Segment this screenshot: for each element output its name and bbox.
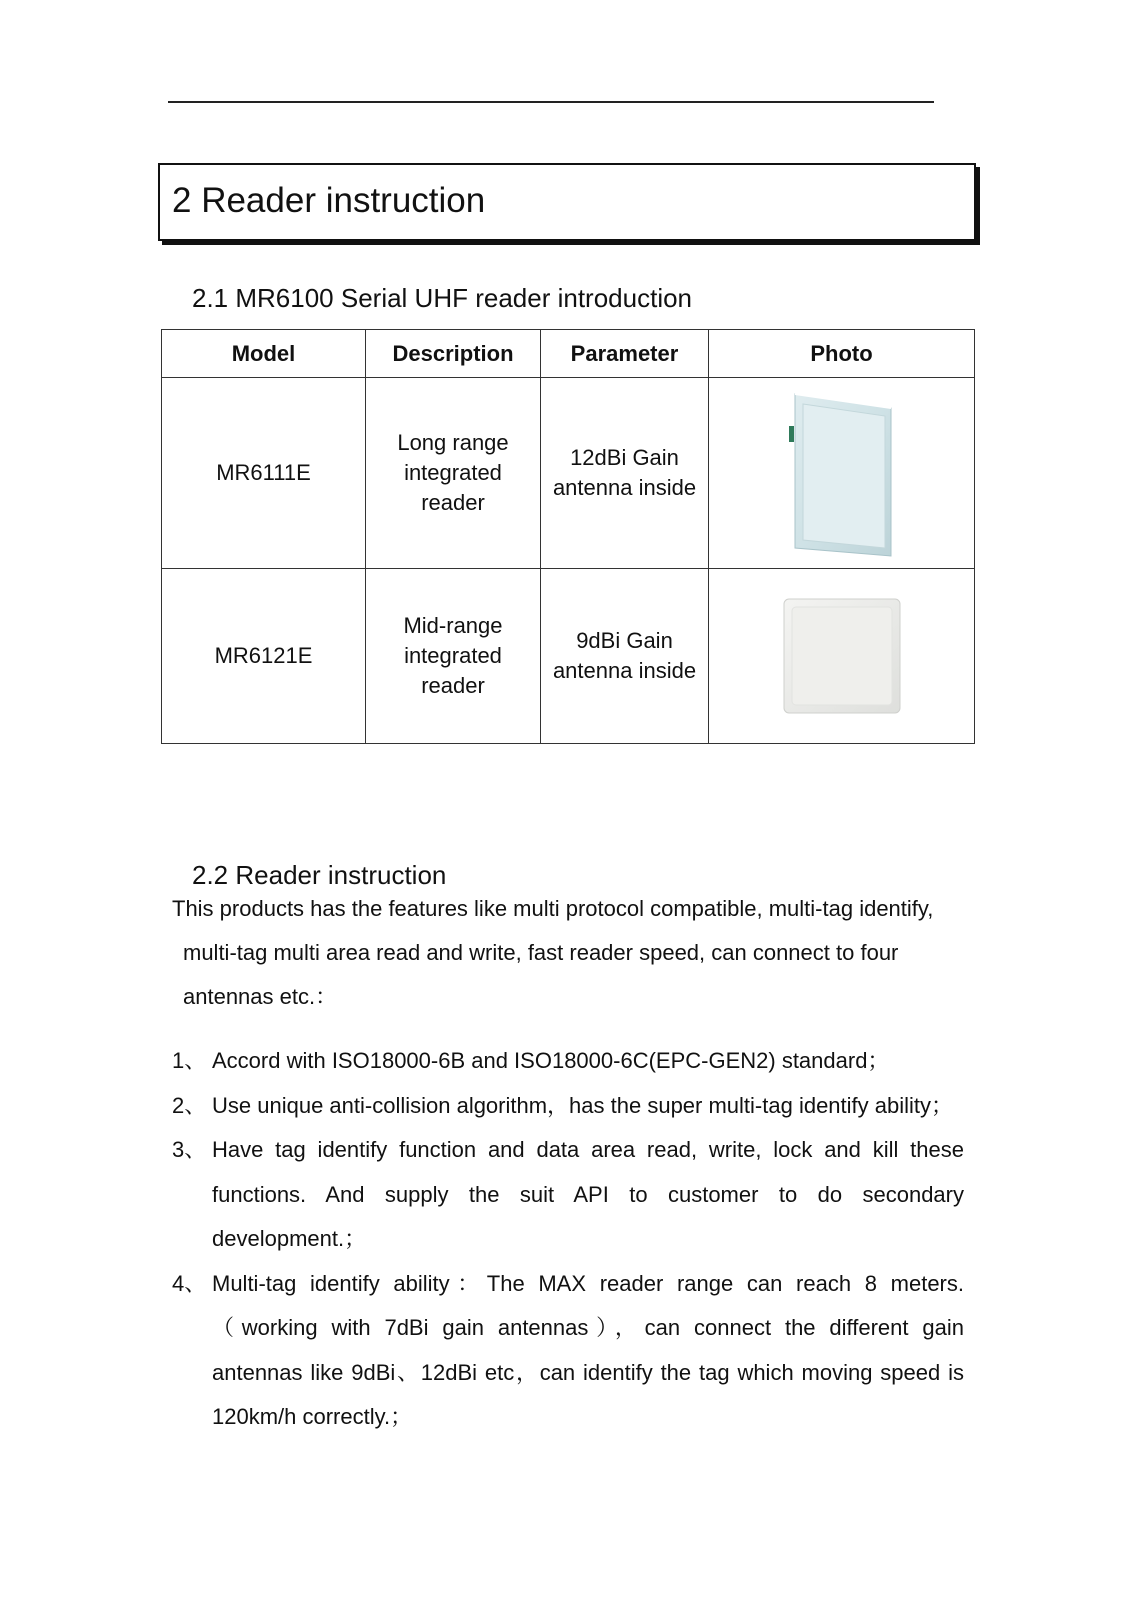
list-text: Use unique anti-collision algorithm，has the super multi-tag identify ability； [212, 1092, 954, 1118]
mr6111e-reader-photo [787, 388, 897, 558]
section-heading-2-1: 2.1 MR6100 Serial UHF reader introduction [192, 283, 693, 313]
description-cell: Mid-range integrated reader [366, 569, 541, 744]
table-header-row [162, 330, 975, 378]
table-row [162, 569, 975, 744]
mr6121e-reader-photo [782, 597, 902, 715]
list-number: 4、 [172, 1270, 207, 1296]
parameter-cell: 9dBi Gain antenna inside [541, 569, 709, 744]
list-item [172, 1128, 964, 1262]
photo-cell [709, 378, 975, 569]
model-cell: MR6121E [162, 569, 366, 744]
list-item [172, 1084, 964, 1129]
header-rule [168, 101, 934, 103]
list-number: 3、 [172, 1137, 207, 1162]
parameter-cell: 12dBi Gain antenna inside [541, 378, 709, 569]
description-cell: Long range integrated reader [366, 378, 541, 569]
column-header-model: Model [162, 330, 366, 378]
column-header-photo: Photo [709, 330, 975, 378]
intro-paragraph [172, 887, 964, 1019]
column-header-description: Description [366, 330, 541, 378]
list-item [172, 1262, 964, 1440]
chapter-title-box [158, 163, 976, 241]
list-item [172, 1039, 964, 1084]
reader-model-table [161, 329, 975, 744]
list-text: Accord with ISO18000-6B and ISO18000-6C(EPC-GEN2) standard； [212, 1048, 890, 1073]
list-number: 2、 [172, 1092, 207, 1118]
list-text: Multi-tag identify ability：The MAX reader range can reach 8 meters.（working with 7dBi gain antennas），can connect the different gain antennas like 9dBi、12dBi etc，can identify the tag which moving speed is 120km/h correctly.； [212, 1270, 964, 1429]
intro-line: This products has the features like multi protocol compatible, multi-tag identify, [172, 896, 934, 921]
list-text: Have tag identify function and data area read, write, lock and kill these functions. And supply the suit API to customer to do secondary development.； [212, 1137, 964, 1251]
model-cell: MR6111E [162, 378, 366, 569]
photo-cell [709, 569, 975, 744]
table-row [162, 378, 975, 569]
section-heading-2-2: 2.2 Reader instruction [192, 860, 447, 890]
intro-continuation: multi-tag multi area read and write, fast reader speed, can connect to four antennas etc.： [183, 940, 899, 1009]
feature-list [172, 1039, 964, 1440]
column-header-parameter: Parameter [541, 330, 709, 378]
chapter-title: 2 Reader instruction [172, 181, 486, 220]
list-number: 1、 [172, 1048, 207, 1073]
